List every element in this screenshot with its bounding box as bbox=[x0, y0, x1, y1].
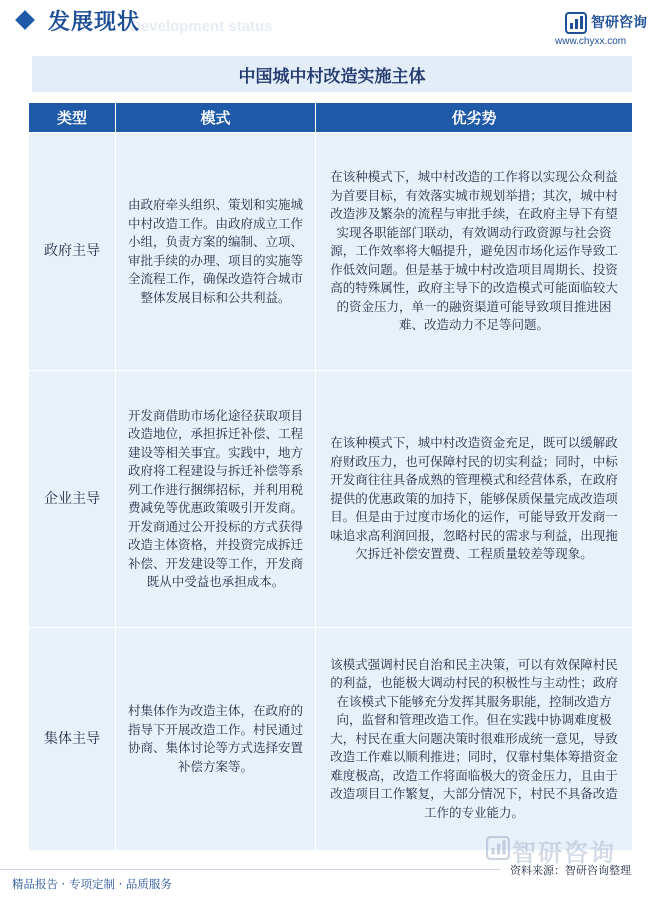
table-row bbox=[29, 628, 633, 851]
column-header-type: 类型 bbox=[29, 103, 116, 133]
footer-divider bbox=[0, 869, 500, 870]
cell-pros-cons: 在该种模式下，城中村改造资金充足，既可以缓解政府财政压力，也可保障村民的切实利益；同时，中标开发商往往具备成熟的管理模式和经营体系，在政府提供的优惠政策的加持下，能够保质保量完成改造项目。但是由于过度市场化的运作，可能导致开发商一味追求高利润回报，忽略村民的需求与利益，出现拖欠拆迁补偿安置费、工程质量较差等现象。 bbox=[316, 371, 633, 628]
table-title-bar bbox=[32, 56, 632, 92]
table-header-row bbox=[29, 103, 633, 133]
cell-type: 企业主导 bbox=[29, 371, 116, 628]
cell-type: 集体主导 bbox=[29, 628, 116, 851]
diamond-icon bbox=[15, 10, 35, 30]
cell-type: 政府主导 bbox=[29, 133, 116, 371]
watermark-text: 智研咨询 bbox=[512, 839, 616, 867]
brand-name: 智研咨询 bbox=[591, 15, 647, 31]
cell-pros-cons: 该模式强调村民自治和民主决策，可以有效保障村民的利益，也能极大调动村民的积极性与主动性；政府在该模式下能够充分发挥其服务职能，控制改造方向，监督和管理改造工作。但在实践中协调难度极大，村民在重大问题决策时很难形成统一意见，导致改造工作难以顺利推进；同时，仅靠村集体筹措资金难度极高，改造工作将面临极大的资金压力，且由于改造项目工作繁复，大部分情况下，村民不具备改造工作的专业能力。 bbox=[316, 628, 633, 851]
section-header bbox=[0, 0, 664, 48]
table-title: 中国城中村改造实施主体 bbox=[238, 66, 426, 87]
cell-pros-cons: 在该种模式下，城中村改造的工作将以实现公众利益为首要目标，有效落实城市规划举措；其次，城中村改造涉及繁杂的流程与审批手续，在政府主导下有望实现各职能部门联动，有效调动行政资源与社会资源，工作效率将大幅提升，避免因市场化运作导致工作低效问题。但是基于城中村改造项目周期长、投资高的特殊属性，政府主导下的改造模式可能面临较大的资金压力，单一的融资渠道可能导致项目推进困难、改造动力不足等问题。 bbox=[316, 133, 633, 371]
section-title: 发展现状 bbox=[48, 10, 141, 35]
source-note: 资料来源：智研咨询整理 bbox=[510, 864, 631, 877]
brand-site: www.chyxx.com bbox=[555, 36, 627, 47]
table-row bbox=[29, 133, 633, 371]
table-row bbox=[29, 371, 633, 628]
cell-mode: 由政府牵头组织、策划和实施城中村改造工作。由政府成立工作小组，负责方案的编制、立项、审批手续的办理、项目的实施等全流程工作，确保改造符合城市整体发展目标和公共利益。 bbox=[116, 133, 316, 371]
footer-slogan: 精品报告 · 专项定制 · 品质服务 bbox=[12, 877, 172, 891]
brand-logo-icon bbox=[565, 12, 587, 34]
column-header-pros-cons: 优劣势 bbox=[316, 103, 633, 133]
cell-mode: 村集体作为改造主体，在政府的指导下开展改造工作。村民通过协商、集体讨论等方式选择安置补偿方案等。 bbox=[116, 628, 316, 851]
section-subtitle: Development status bbox=[130, 18, 273, 35]
implementation-table bbox=[28, 102, 633, 851]
watermark-logo-icon bbox=[486, 836, 510, 860]
column-header-mode: 模式 bbox=[116, 103, 316, 133]
cell-mode: 开发商借助市场化途径获取项目改造地位，承担拆迁补偿、工程建设等相关事宜。实践中，地方政府将工程建设与拆迁补偿等系列工作进行捆绑招标，并利用税费减免等优惠政策吸引开发商。开发商通过公开投标的方式获得改造主体资格，并投资完成拆迁补偿、开发建设等工作，开发商既从中受益也承担成本。 bbox=[116, 371, 316, 628]
